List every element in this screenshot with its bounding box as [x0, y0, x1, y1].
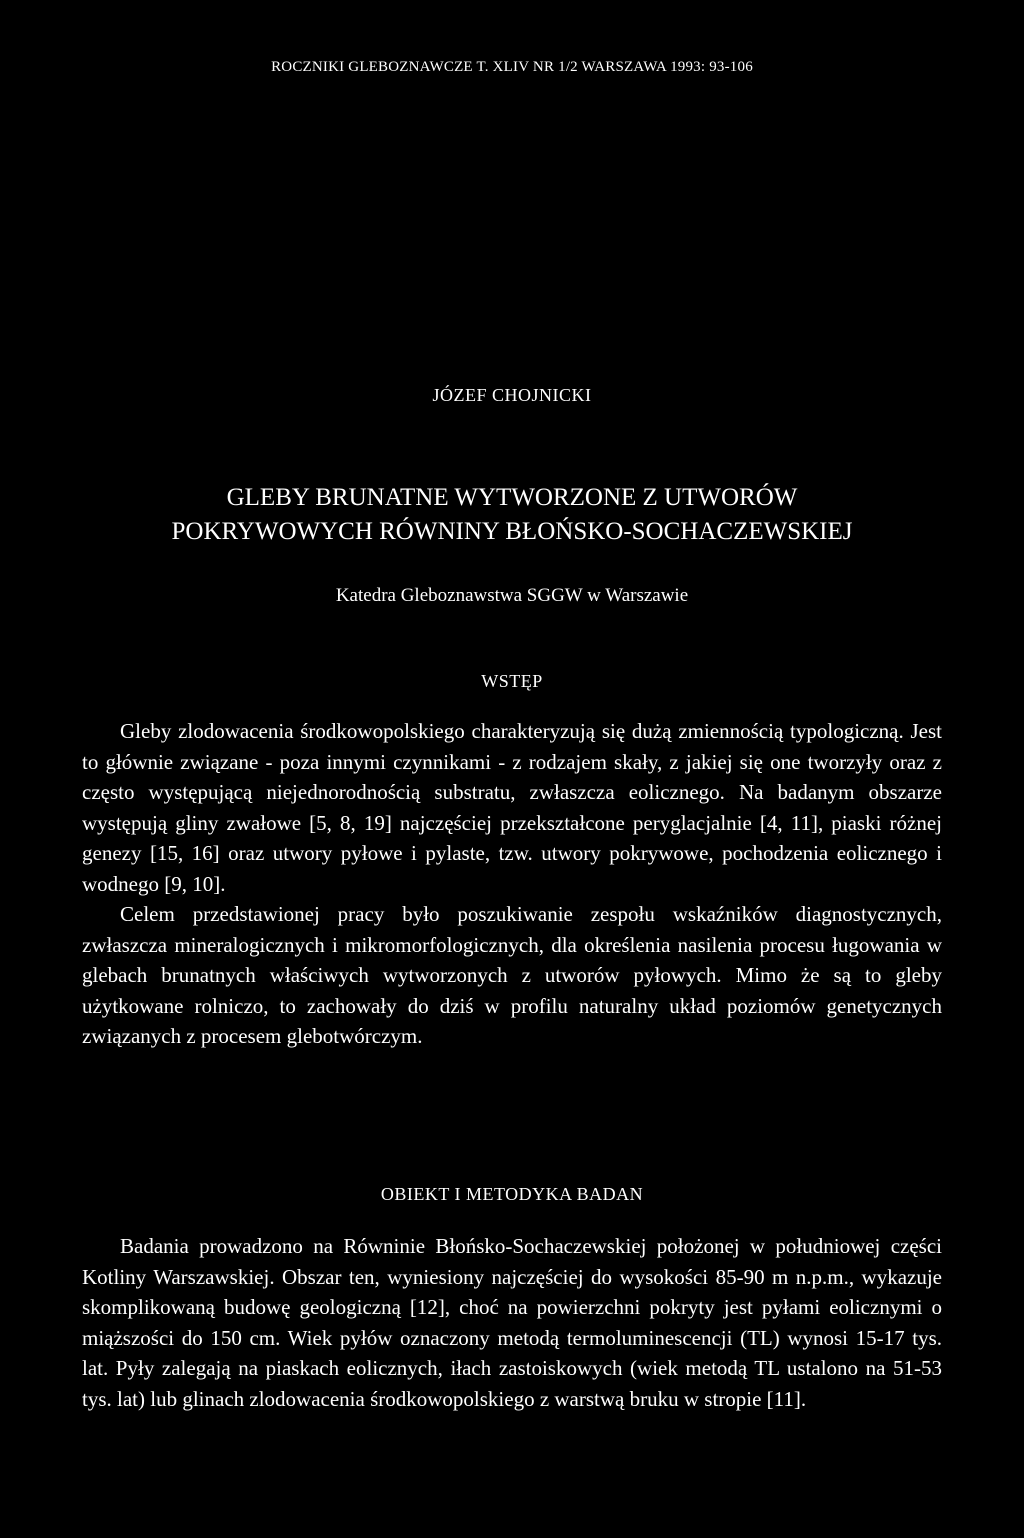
author-name: JÓZEF CHOJNICKI [432, 385, 592, 405]
paragraph: Gleby zlodowacenia środkowopolskiego charakteryzują się dużą zmiennością typologiczną. Jest to głównie związane - poza innymi czynnikami - z rodzajem skały, z jakiej się one tworzyły oraz z często występującą niejednorodnością substratu, zwłaszcza eolicznego. Na badanym obszarze występują gliny zwałowe [5, 8, 19] najczęściej przekształcone peryglacjalnie [4, 11], piaski różnej genezy [15, 16] oraz utwory pyłowe i pylaste, tzw. utwory pokrywowe, pochodzenia eolicznego i wodnego [9, 10]. [82, 719, 942, 896]
title-line-1: GLEBY BRUNATNE WYTWORZONE Z UTWORÓW [226, 484, 798, 511]
section-body-methods [82, 1231, 942, 1414]
title-line-2: POKRYWOWYCH RÓWNINY BŁOŃSKO-SOCHACZEWSKIEJ [171, 518, 853, 545]
affiliation: Katedra Gleboznawstwa SGGW w Warszawie [335, 585, 689, 606]
paragraph: Badania prowadzono na Równinie Błońsko-Sochaczewskiej położonej w południowej części Kotliny Warszawskiej. Obszar ten, wyniesiony najczęściej do wysokości 85-90 m n.p.m., wykazuje skomplikowaną budowę geologiczną [12], choć na powierzchni pokryty jest pyłami eolicznymi o miąższości do 150 cm. Wiek pyłów oznaczony metodą termoluminescencji (TL) wynosi 15-17 tys. lat. Pyły zalegają na piaskach eolicznych, iłach zastoiskowych (wiek metodą TL ustalono na 51-53 tys. lat) lub glinach zlodowacenia środkowopolskiego z warstwą bruku w stropie [11]. [82, 1234, 942, 1411]
article-title [60, 481, 964, 549]
section-heading-introduction: WSTĘP [481, 671, 543, 691]
paragraph: Celem przedstawionej pracy było poszukiwanie zespołu wskaźników diagnostycznych, zwłaszcza mineralogicznych i mikromorfologicznych, dla określenia nasilenia procesu ługowania w glebach brunatnych właściwych wytworzonych z utworów pyłowych. Mimo że są to gleby użytkowane rolniczo, to zachowały do dziś w profilu naturalny układ poziomów genetycznych związanych z procesem glebotwórczym. [82, 902, 942, 1048]
section-heading-methods: OBIEKT I METODYKA BADAN [380, 1184, 644, 1204]
section-body-introduction [82, 716, 942, 1052]
running-header: ROCZNIKI GLEBOZNAWCZE T. XLIV NR 1/2 WARSZAWA 1993: 93-106 [271, 59, 753, 75]
